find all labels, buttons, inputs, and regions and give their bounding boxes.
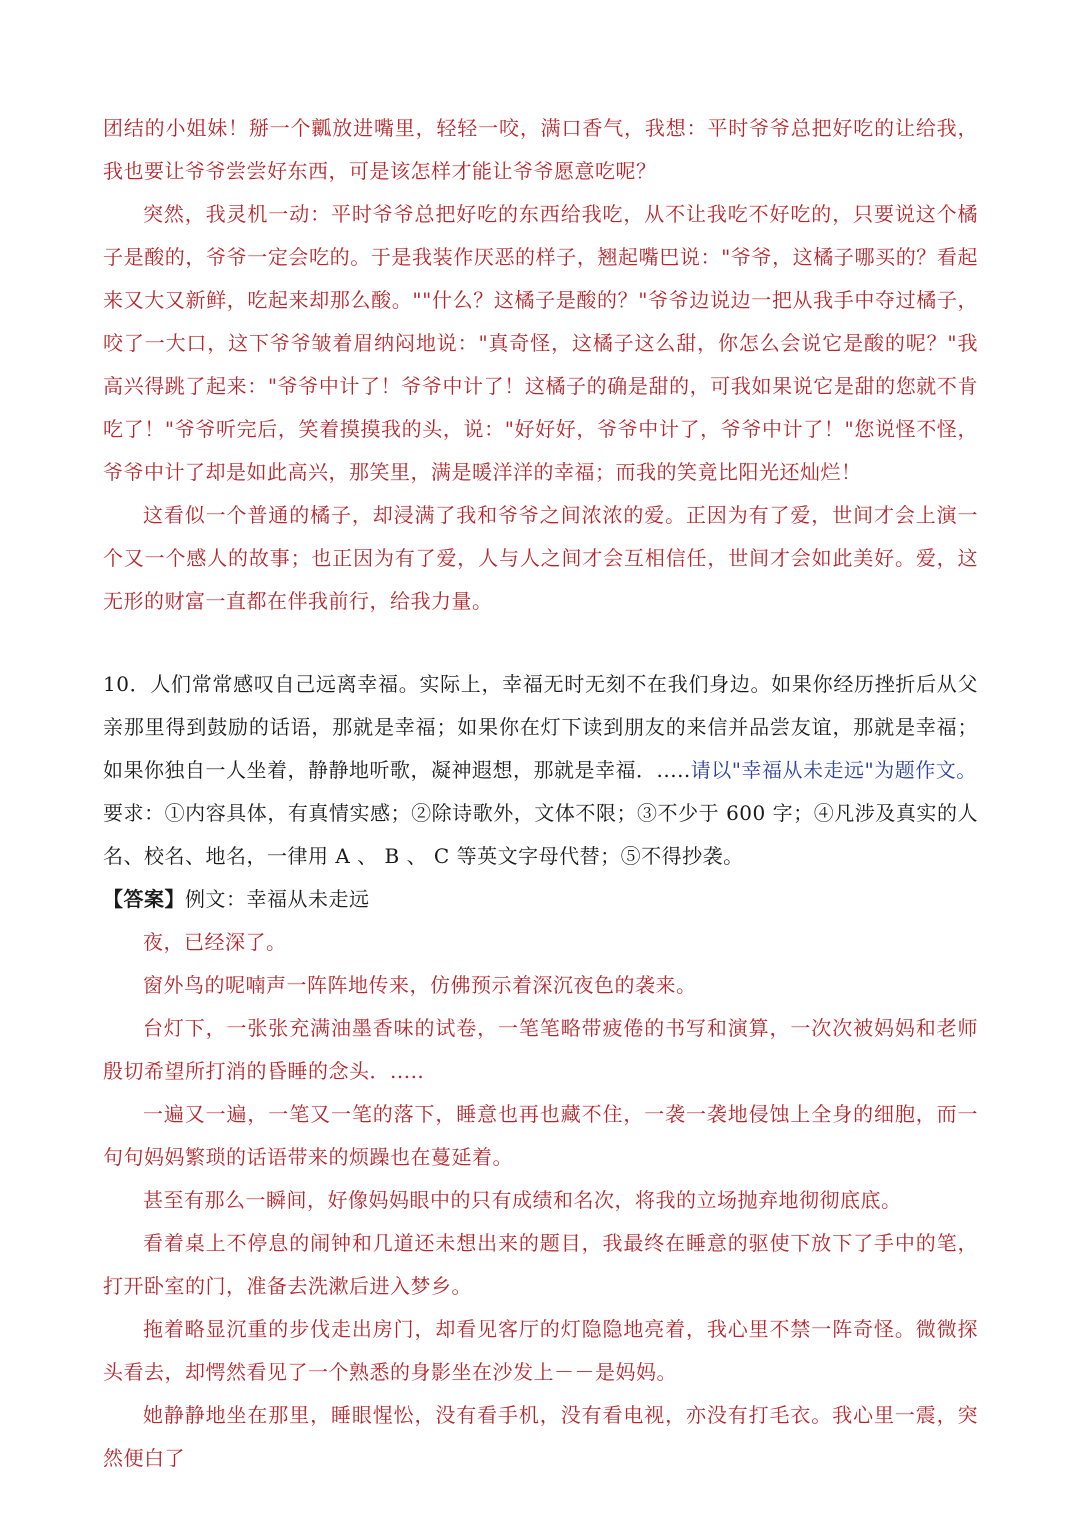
section-gap [103,623,978,663]
question-10-task: 请以"幸福从未走远"为题作文。 [690,758,977,782]
answer-label: 【答案】 [103,887,185,911]
sample-paragraph: 拖着略显沉重的步伐走出房门，却看见客厅的灯隐隐地亮着，我心里不禁一阵奇怪。微微探头看去，却愕然看见了一个熟悉的身影坐在沙发上－－是妈妈。 [103,1317,978,1384]
question-10-main-text: 10．人们常常感叹自己远离幸福。实际上，幸福无时无刻不在我们身边。如果你经历挫折后从父亲那里得到鼓励的话语，那就是幸福；如果你在灯下读到朋友的来信并品尝友谊，那就是幸福；如果你独自一人坐着，静静地听歌，凝神遐想，那就是幸福．..... [103,672,978,782]
sample-paragraph: 看着桌上不停息的闹钟和几道还未想出来的题目，我最终在睡意的驱使下放下了手中的笔，打开卧室的门，准备去洗漱后进入梦乡。 [103,1231,978,1298]
sample-paragraph: 一遍又一遍，一笔又一笔的落下，睡意也再也藏不住，一袭一袭地侵蚀上全身的细胞，而一句句妈妈繁琐的话语带来的烦躁也在蔓延着。 [103,1102,978,1169]
sample-paragraph: 夜，已经深了。 [143,930,287,954]
essay-paragraph: 突然，我灵机一动：平时爷爷总把好吃的东西给我吃，从不让我吃不好吃的，只要说这个橘子是酸的，爷爷一定会吃的。于是我装作厌恶的样子，翘起嘴巴说："爷爷，这橘子哪买的？看起来又大又新鲜，吃起来却那么酸。""什么？这橘子是酸的？"爷爷边说边一把从我手中夺过橘子，咬了一大口，这下爷爷皱着眉纳闷地说："真奇怪，这橘子这么甜，你怎么会说它是酸的呢？"我高兴得跳了起来："爷爷中计了！爷爷中计了！这橘子的确是甜的，可我如果说它是甜的您就不肯吃了！"爷爷听完后，笑着摸摸我的头，说："好好好，爷爷中计了，爷爷中计了！"您说怪不怪，爷爷中计了却是如此高兴，那笑里，满是暖洋洋的幸福；而我的笑竟比阳光还灿烂！ [103,202,978,484]
sample-paragraph: 台灯下，一张张充满油墨香味的试卷，一笔笔略带疲倦的书写和演算，一次次被妈妈和老师殷切希望所打消的昏睡的念头．..... [103,1016,978,1083]
essay-paragraph: 团结的小姐妹！掰一个瓤放进嘴里，轻轻一咬，满口香气，我想：平时爷爷总把好吃的让给我，我也要让爷爷尝尝好东西，可是该怎样才能让爷爷愿意吃呢？ [103,116,978,183]
question-10-requirements: 要求：①内容具体，有真情实感；②除诗歌外，文体不限；③不少于 600 字；④凡涉及真实的人名、校名、地名，一律用 A 、 B 、 C 等英文字母代替；⑤不得抄袭。 [103,801,978,868]
question-10-prompt [103,663,978,792]
sample-paragraph: 甚至有那么一瞬间，好像妈妈眼中的只有成绩和名次，将我的立场抛弃地彻彻底底。 [143,1188,902,1212]
essay-paragraph: 这看似一个普通的橘子，却浸满了我和爷爷之间浓浓的爱。正因为有了爱，世间才会上演一个又一个感人的故事；也正因为有了爱，人与人之间才会互相信任，世间才会如此美好。爱，这无形的财富一直都在伴我前行，给我力量。 [103,503,978,613]
answer-title: 例文：幸福从未走远 [185,887,370,911]
sample-paragraph: 窗外鸟的呢喃声一阵阵地传来，仿佛预示着深沉夜色的袭来。 [143,973,697,997]
answer-heading [103,878,978,921]
sample-paragraph: 她静静地坐在那里，睡眼惺忪，没有看手机，没有看电视，亦没有打毛衣。我心里一震，突然便白了 [103,1403,978,1470]
